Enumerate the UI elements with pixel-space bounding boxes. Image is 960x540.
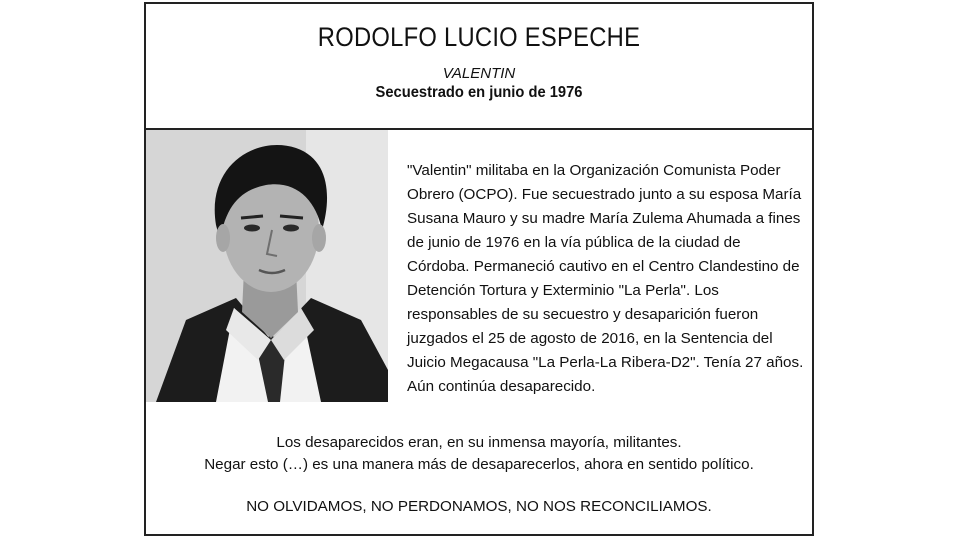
portrait-photo (146, 130, 388, 402)
kidnapped-date: Secuestrado en junio de 1976 (375, 84, 583, 101)
portrait-illustration (146, 130, 388, 402)
statement-line-1: Los desaparecidos eran, en su inmensa mayoría, militantes. (276, 434, 682, 451)
memorial-card (144, 2, 814, 536)
person-name: RODOLFO LUCIO ESPECHE (317, 22, 641, 52)
biography (407, 159, 807, 399)
header (146, 4, 812, 130)
slogan: NO OLVIDAMOS, NO PERDONAMOS, NO NOS RECONCILIAMOS. (246, 498, 712, 515)
statement-line-2: Negar esto (…) es una manera más de desaparecerlos, ahora en sentido político. (204, 456, 754, 473)
biography-closing: Aún continúa desaparecido. (407, 378, 596, 395)
biography-paragraph: "Valentin" militaba en la Organización Comunista Poder Obrero (OCPO). Fue secuestrado junto a su esposa María Susana Mauro y su madre María Zulema Ahumada a fines de junio de 1976 en la vía pública de la ciudad de Córdoba. Permaneció cautivo en el Centro Clandestino de Detención Tortura y Exterminio "La Perla". Los responsables de su secuestro y desaparición fueron juzgados el 25 de agosto de 2016, en la Sentencia del Juicio Megacausa "La Perla-La Ribera-D2". Tenía 27 años. (407, 162, 804, 371)
person-alias: VALENTIN (442, 65, 516, 82)
statement (146, 432, 812, 476)
